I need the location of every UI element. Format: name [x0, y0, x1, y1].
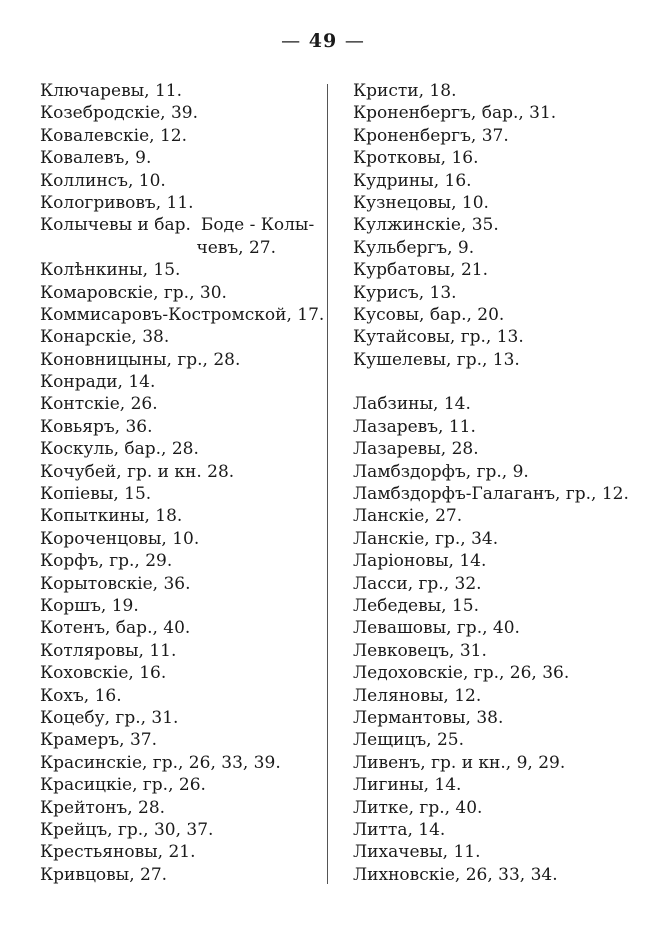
- index-entry: Кузнецовы, 10.: [353, 192, 489, 213]
- right-column: [353, 80, 633, 886]
- index-entry: Кристи, 18.: [353, 81, 457, 101]
- index-entry: Кроненбергъ, 37.: [353, 125, 509, 146]
- index-entry: Коллинсъ, 10.: [40, 170, 166, 191]
- index-entry: Контскіе, 26.: [40, 394, 158, 415]
- left-column: [40, 80, 325, 886]
- index-entry: Коновницыны, гр., 28.: [40, 349, 241, 370]
- index-entry: Ковалевъ, 9.: [40, 148, 152, 169]
- header-dash-right: —: [344, 30, 365, 52]
- index-entry: Конарскіе, 38.: [40, 327, 170, 348]
- index-entry: Лазаревы, 28.: [353, 439, 479, 460]
- index-entry: Ледоховскіе, гр., 26, 36.: [353, 663, 570, 684]
- index-entry: Ларіоновы, 14.: [353, 551, 487, 572]
- index-entry: Коммисаровъ-Костромской, 17.: [40, 304, 325, 325]
- index-entry: Лабзины, 14.: [353, 394, 471, 415]
- index-entry: Кротковы, 16.: [353, 148, 479, 169]
- header-dash-left: —: [281, 30, 302, 52]
- index-entry: Колѣнкины, 15.: [40, 260, 181, 281]
- index-entry: Курбатовы, 21.: [353, 260, 488, 281]
- index-entry: Коскуль, бар., 28.: [40, 439, 199, 460]
- index-entry: Лещицъ, 25.: [353, 730, 464, 751]
- index-entry: Ковалевскіе, 12.: [40, 125, 188, 146]
- index-entry: [40, 214, 315, 236]
- index-entry: Кульбергъ, 9.: [353, 237, 475, 258]
- index-entry: Кутайсовы, гр., 13.: [353, 327, 524, 348]
- index-entry: Крейцъ, гр., 30, 37.: [40, 819, 214, 840]
- index-entry: Ласси, гр., 32.: [353, 573, 482, 594]
- index-entry: Корытовскіе, 36.: [40, 573, 191, 594]
- index-entry: Ливенъ, гр. и кн., 9, 29.: [353, 752, 566, 773]
- index-entry: Ланскіе, 27.: [353, 506, 463, 527]
- index-entry-part: Боде - Колы-: [200, 215, 315, 236]
- index-entry: Ланскіе, гр., 34.: [353, 528, 499, 549]
- index-entry: Крамеръ, 37.: [40, 730, 157, 751]
- index-entry: Ламбздорфъ, гр., 9.: [353, 461, 529, 482]
- index-entry: Комаровскіе, гр., 30.: [40, 282, 227, 303]
- index-entry: Лихновскіе, 26, 33, 34.: [353, 864, 558, 885]
- index-entry: Коцебу, гр., 31.: [40, 707, 179, 728]
- index-entry: Левковецъ, 31.: [353, 640, 487, 661]
- index-entry: Копыткины, 18.: [40, 506, 183, 527]
- index-entry: Левашовы, гр., 40.: [353, 618, 520, 639]
- index-entry: Ключаревы, 11.: [40, 81, 183, 101]
- index-entry: Крестьяновы, 21.: [40, 842, 196, 863]
- index-entry: Кривцовы, 27.: [40, 864, 168, 885]
- index-entry: Курисъ, 13.: [353, 282, 457, 303]
- index-entry: Крейтонъ, 28.: [40, 797, 166, 818]
- index-entry: Лихачевы, 11.: [353, 842, 481, 863]
- index-entry-continuation: чевъ, 27.: [196, 237, 276, 258]
- index-entry: Кологривовъ, 11.: [40, 192, 194, 213]
- index-entry: Лигины, 14.: [353, 775, 462, 796]
- index-entry: Кусовы, бар., 20.: [353, 304, 505, 325]
- index-entry: Красинскіе, гр., 26, 33, 39.: [40, 752, 281, 773]
- index-entry: Кочубей, гр. и кн. 28.: [40, 461, 235, 482]
- index-entry: Коховскіе, 16.: [40, 663, 167, 684]
- index-entry: Лермантовы, 38.: [353, 707, 504, 728]
- index-entry: Красицкіе, гр., 26.: [40, 775, 206, 796]
- index-entry: Кохъ, 16.: [40, 685, 122, 706]
- index-entry: Кудрины, 16.: [353, 170, 472, 191]
- index-entry: Кулжинскіе, 35.: [353, 215, 499, 236]
- index-entry-part: Колычевы и бар.: [40, 215, 191, 236]
- section-gap: [353, 371, 633, 393]
- index-entry: Лебедевы, 15.: [353, 595, 480, 616]
- index-entry: Котляровы, 11.: [40, 640, 177, 661]
- index-entry: Конради, 14.: [40, 372, 156, 393]
- index-entry: Леляновы, 12.: [353, 685, 482, 706]
- index-entry: Козебродскіе, 39.: [40, 103, 199, 124]
- index-entry: Коршъ, 19.: [40, 596, 139, 616]
- index-entry: Корфъ, гр., 29.: [40, 551, 173, 572]
- page-number: 49: [308, 30, 338, 52]
- index-entry: Ковьяръ, 36.: [40, 416, 153, 437]
- index-entry: Ламбздорфъ-Галаганъ, гр., 12.: [353, 484, 629, 505]
- index-entry: Литта, 14.: [353, 819, 446, 840]
- index-entry: Копіевы, 15.: [40, 484, 152, 505]
- index-entry: Лазаревъ, 11.: [353, 416, 476, 437]
- page-header: [0, 30, 646, 52]
- index-entry: Кроненбергъ, бар., 31.: [353, 103, 557, 124]
- index-entry: Литке, гр., 40.: [353, 797, 483, 818]
- index-entry: Короченцовы, 10.: [40, 528, 200, 549]
- column-divider: [327, 84, 328, 884]
- index-entry: Котенъ, бар., 40.: [40, 618, 191, 639]
- index-entry: Кушелевы, гр., 13.: [353, 349, 520, 370]
